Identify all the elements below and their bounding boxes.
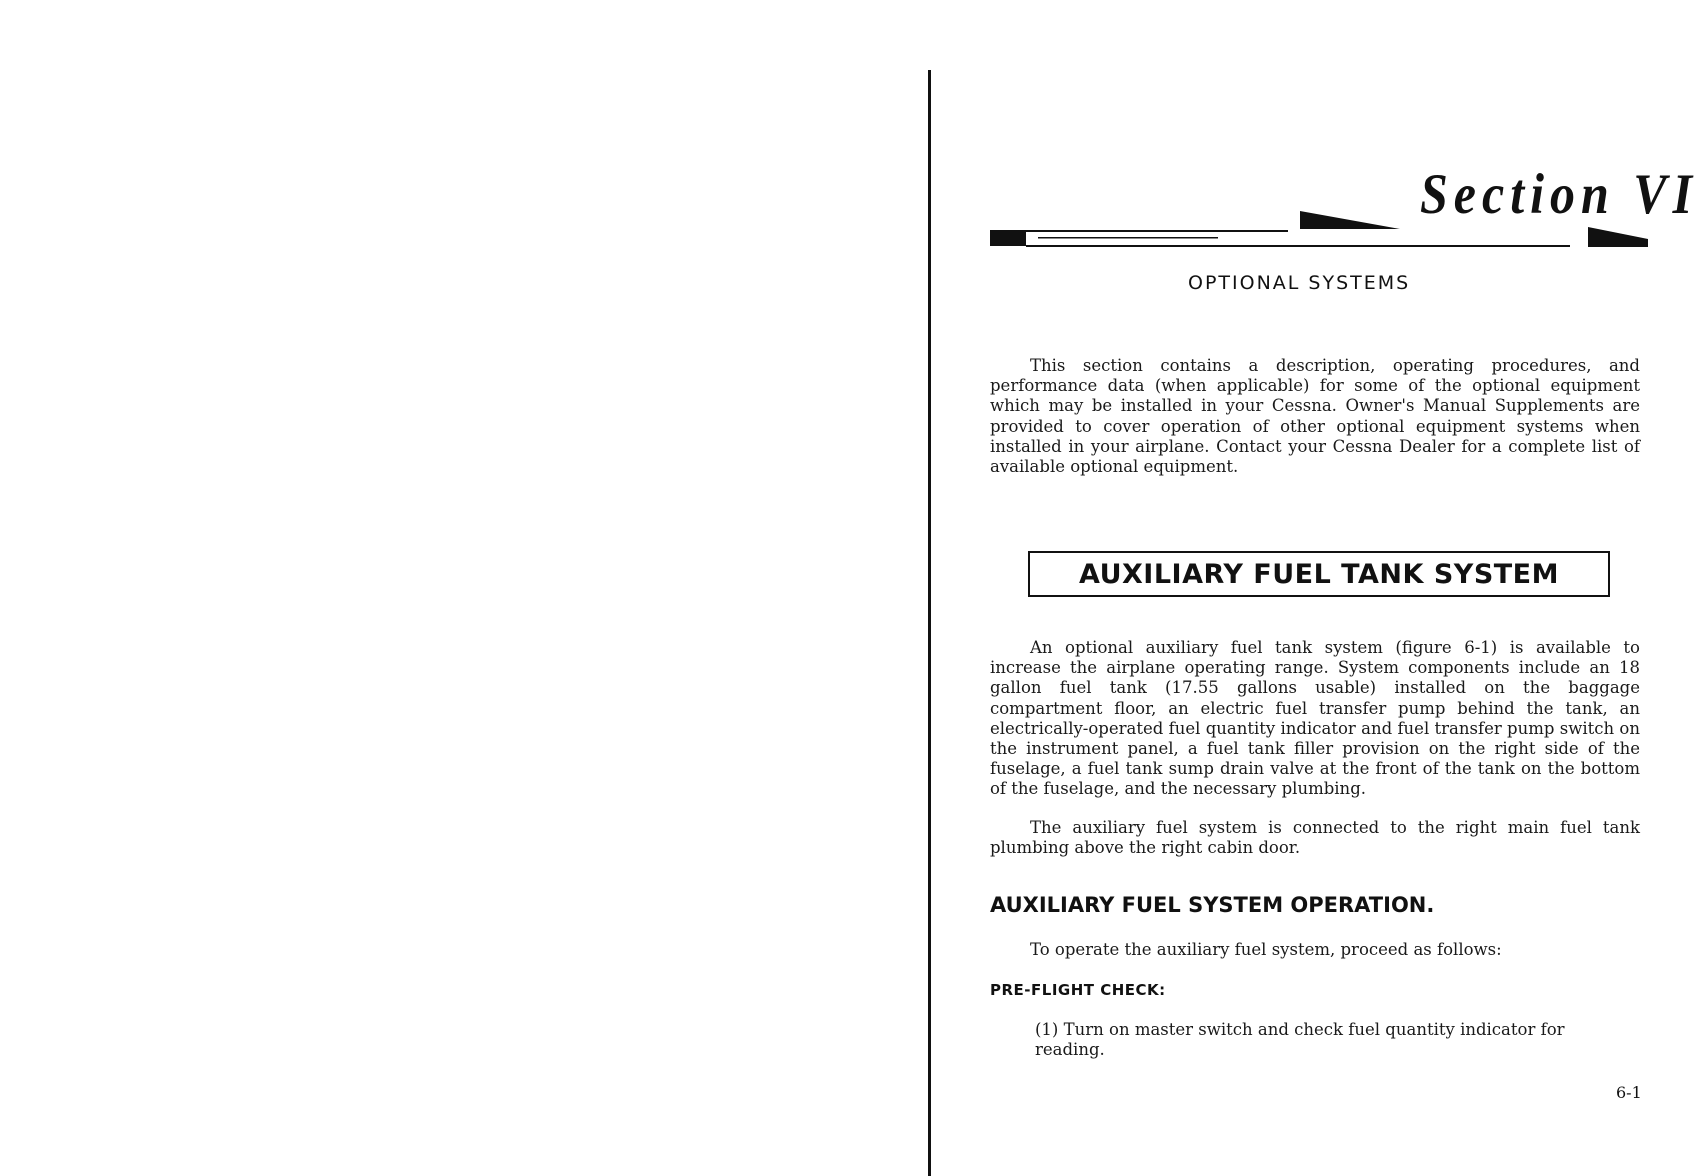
operation-intro: To operate the auxiliary fuel system, proceed as follows: — [1030, 940, 1502, 959]
operation-heading: AUXILIARY FUEL SYSTEM OPERATION. — [990, 893, 1435, 917]
section-header-decoration — [990, 205, 1648, 255]
aux-tank-paragraph-1: An optional auxiliary fuel tank system (figure 6-1) is available to increase the airplane operating range. System components include an 18 gallon fuel tank (17.55 gallons usable) installed on the baggage compartment floor, an electric fuel transfer pump behind the tank, an electrically-operated fuel quantity indicator and fuel transfer pump switch on the instrument panel, a fuel tank filler provision on the right side of the fuselage, a fuel tank sump drain valve at the front of the tank on the bottom of the fuselage, and the necessary plumbing. — [990, 638, 1640, 799]
preflight-heading: PRE-FLIGHT CHECK: — [990, 981, 1166, 999]
preflight-step-1: (1) Turn on master switch and check fuel quantity indicator for reading. — [1035, 1020, 1565, 1060]
optional-systems-heading: OPTIONAL SYSTEMS — [1188, 272, 1411, 294]
aux-tank-title: AUXILIARY FUEL TANK SYSTEM — [1079, 558, 1559, 590]
section-title: Section VI — [1420, 161, 1698, 226]
intro-paragraph: This section contains a description, operating procedures, and performance data (when applicable) for some of the optional equipment which may be installed in your Cessna. Owner's Manual Supplements are provided to cover operation of other optional equipment systems when installed in your airplane. Contact your Cessna Dealer for a complete list of available optional equipment. — [990, 356, 1640, 477]
aux-tank-paragraph-2: The auxiliary fuel system is connected to the right main fuel tank plumbing above the right cabin door. — [990, 818, 1640, 858]
page-number: 6-1 — [1616, 1083, 1642, 1102]
aux-tank-title-box — [1028, 551, 1610, 597]
